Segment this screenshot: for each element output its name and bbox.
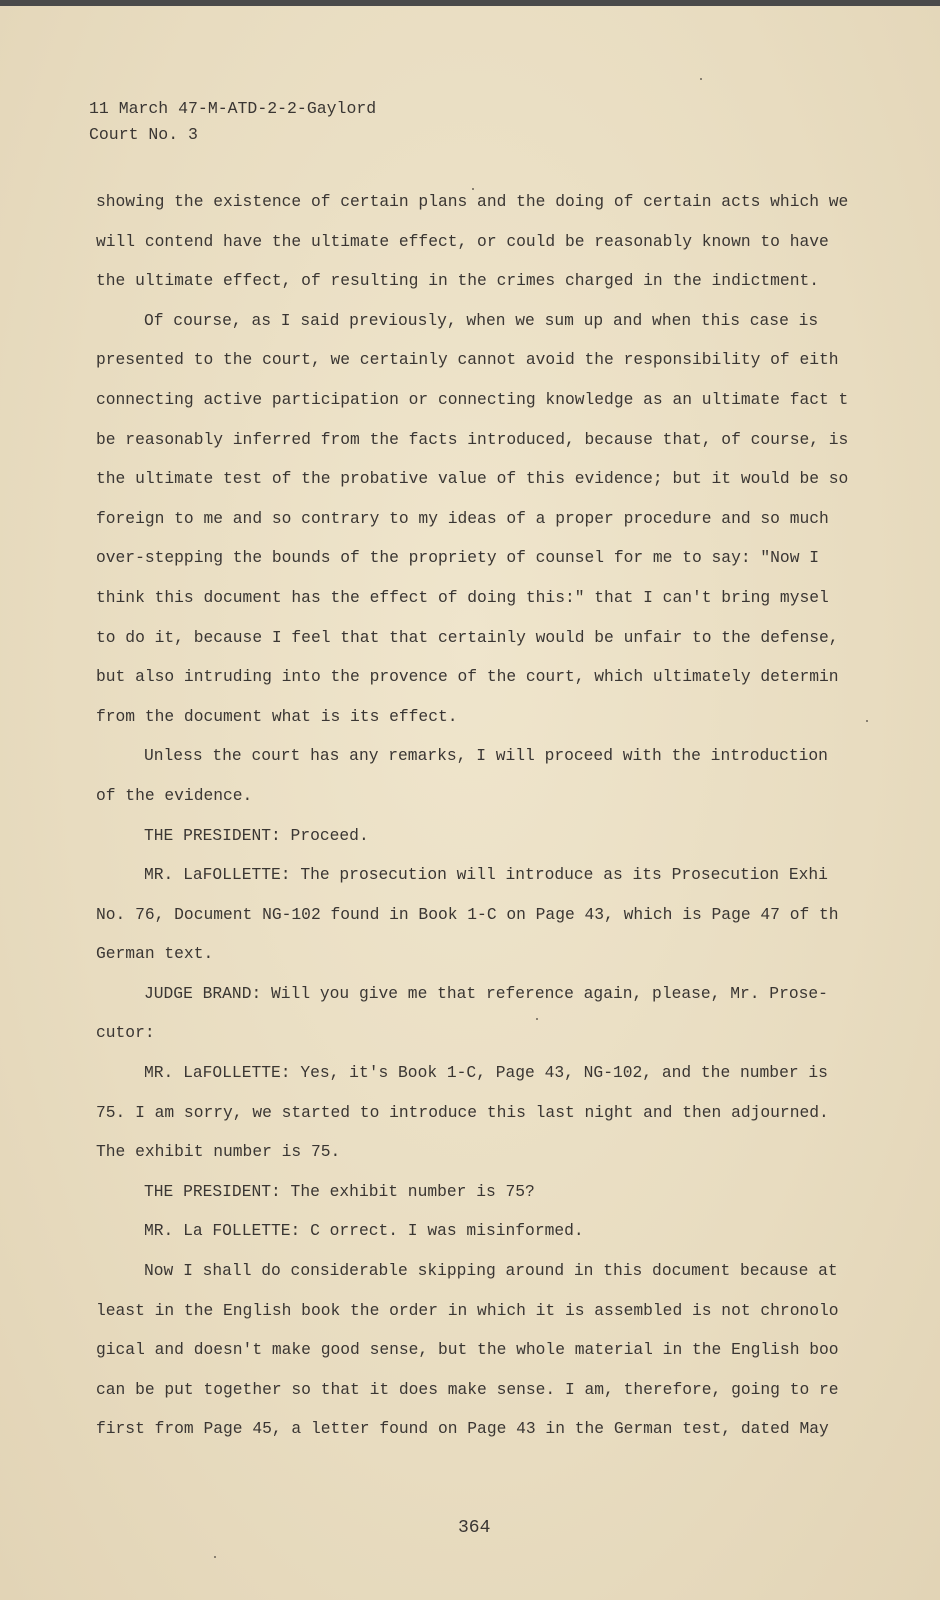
paper-speck xyxy=(536,1018,538,1020)
text-line: JUDGE BRAND: Will you give me that reference again, please, Mr. Prose- xyxy=(144,983,828,1003)
text-line: MR. LaFOLLETTE: Yes, it's Book 1-C, Page 43, NG-102, and the number is xyxy=(144,1063,828,1083)
text-line: will contend have the ultimate effect, or could be reasonably known to have xyxy=(96,231,829,251)
text-line: but also intruding into the provence of the court, which ultimately determin xyxy=(96,667,839,687)
text-line: be reasonably inferred from the facts introduced, because that, of course, is xyxy=(96,429,849,449)
text-line: No. 76, Document NG-102 found in Book 1-C on Page 43, which is Page 47 of th xyxy=(96,904,839,924)
text-line: Unless the court has any remarks, I will proceed with the introduction xyxy=(144,746,828,766)
document-header xyxy=(89,96,376,148)
text-line: The exhibit number is 75. xyxy=(96,1142,341,1162)
text-line: gical and doesn't make good sense, but the whole material in the English boo xyxy=(96,1340,839,1360)
text-line: first from Page 45, a letter found on Page 43 in the German test, dated May xyxy=(96,1419,829,1439)
text-line: the ultimate effect, of resulting in the crimes charged in the indictment. xyxy=(96,271,820,291)
text-line: showing the existence of certain plans and the doing of certain acts which we xyxy=(96,192,849,211)
page-number: 364 xyxy=(458,1518,491,1538)
page-top-edge xyxy=(0,0,940,6)
text-line: think this document has the effect of doing this:" that I can't bring mysel xyxy=(96,587,829,607)
header-line-2: Court No. 3 xyxy=(89,125,198,144)
text-line: to do it, because I feel that that certainly would be unfair to the defense, xyxy=(96,627,839,647)
text-line: MR. La FOLLETTE: C orrect. I was misinformed. xyxy=(144,1221,584,1241)
paper-speck xyxy=(472,188,474,190)
text-line: foreign to me and so contrary to my ideas of a proper procedure and so much xyxy=(96,508,829,528)
text-line: cutor: xyxy=(96,1023,155,1043)
text-line: can be put together so that it does make sense. I am, therefore, going to re xyxy=(96,1379,839,1399)
text-line: 75. I am sorry, we started to introduce this last night and then adjourned. xyxy=(96,1102,829,1122)
text-line: from the document what is its effect. xyxy=(96,706,458,726)
text-line: least in the English book the order in which it is assembled is not chronolo xyxy=(96,1300,839,1320)
text-line: THE PRESIDENT: The exhibit number is 75? xyxy=(144,1181,535,1201)
text-line: MR. LaFOLLETTE: The prosecution will introduce as its Prosecution Exhi xyxy=(144,865,828,885)
text-line: German text. xyxy=(96,944,214,964)
text-line: of the evidence. xyxy=(96,785,253,805)
text-line: THE PRESIDENT: Proceed. xyxy=(144,825,369,845)
transcript-body xyxy=(96,192,936,1459)
text-line: Now I shall do considerable skipping around in this document because at xyxy=(144,1261,838,1281)
text-line: Of course, as I said previously, when we sum up and when this case is xyxy=(144,310,819,330)
text-line: over-stepping the bounds of the propriety of counsel for me to say: "Now I xyxy=(96,548,820,568)
text-line: the ultimate test of the probative value of this evidence; but it would be so xyxy=(96,469,849,489)
text-line: connecting active participation or connecting knowledge as an ultimate fact t xyxy=(96,389,849,409)
paper-speck xyxy=(214,1556,216,1558)
text-line: presented to the court, we certainly cannot avoid the responsibility of eith xyxy=(96,350,839,370)
header-line-1: 11 March 47-M-ATD-2-2-Gaylord xyxy=(89,99,377,118)
paper-speck xyxy=(700,78,702,80)
paper-speck xyxy=(866,720,868,722)
